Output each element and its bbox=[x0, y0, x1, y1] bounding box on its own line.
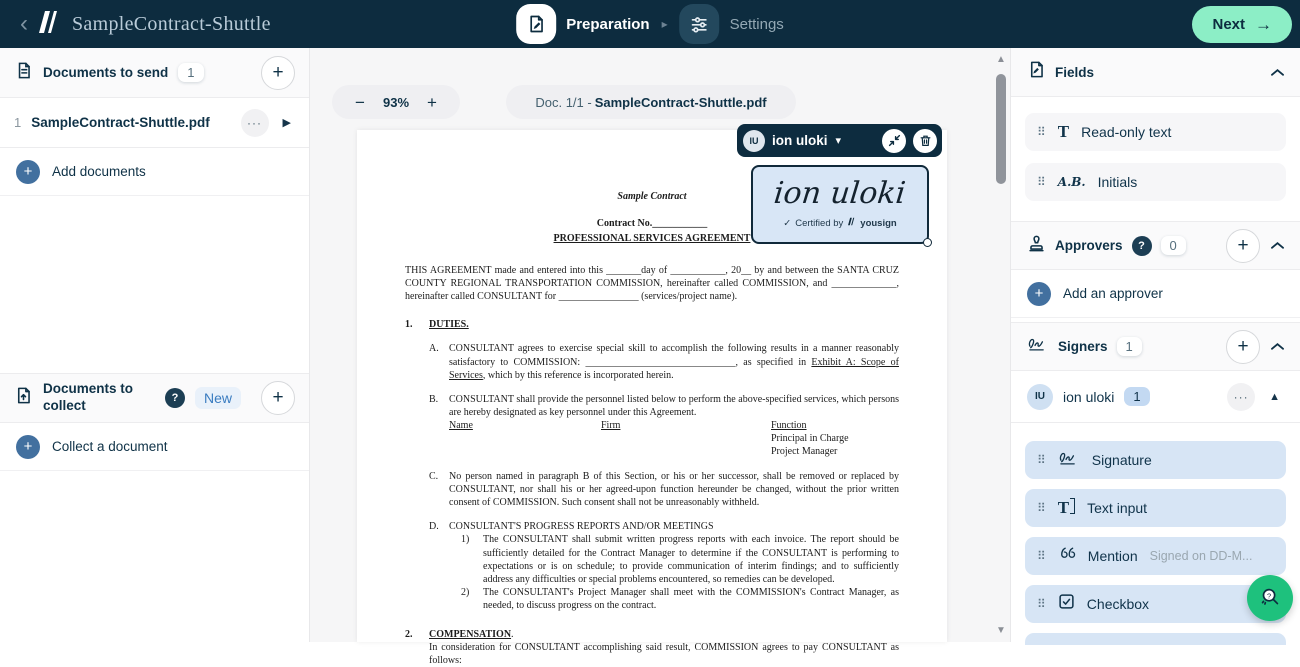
scroll-up-icon[interactable]: ▲ bbox=[995, 54, 1007, 65]
clause-1d2-label: 2) bbox=[461, 586, 476, 612]
workflow-steps bbox=[516, 0, 784, 48]
clause-1d-label: D. bbox=[429, 520, 442, 612]
field-type-label: Signature bbox=[1092, 452, 1152, 468]
signer-row[interactable] bbox=[1011, 371, 1300, 423]
field-label: Read-only text bbox=[1081, 124, 1171, 140]
chevron-up-icon[interactable] bbox=[1271, 342, 1284, 351]
collect-a-document-label: Collect a document bbox=[52, 439, 168, 454]
pdf-viewer bbox=[310, 48, 1010, 642]
initials-icon: A.B. bbox=[1058, 175, 1086, 189]
fields-icon bbox=[1027, 60, 1046, 84]
clause-1a-text-2: , which by this reference is incorporated herein. bbox=[483, 370, 674, 381]
clause-1d-title: CONSULTANT'S PROGRESS REPORTS AND/OR MEETINGS bbox=[449, 520, 899, 533]
check-icon: ✓ bbox=[783, 218, 791, 229]
plus-circle-icon: + bbox=[16, 435, 40, 459]
signer-options-button[interactable]: ··· bbox=[1227, 383, 1255, 411]
signature-script-icon bbox=[1027, 336, 1049, 357]
signer-avatar: IU bbox=[1027, 384, 1053, 410]
field-type-partial-row[interactable] bbox=[1025, 633, 1286, 645]
field-type-text-input[interactable] bbox=[1025, 489, 1286, 527]
field-initials[interactable] bbox=[1025, 163, 1286, 201]
field-readonly-text[interactable] bbox=[1025, 113, 1286, 151]
contract-intro: THIS AGREEMENT made and entered into this _______day of ___________, 20__ by and between the SANTA CRUZ COUNTY REGIONAL TRANSPORTATION COMMISSION, hereinafter called COMMISSION, and _____________, hereinafter called CONSULTANT for ________________ (services/project name). bbox=[405, 264, 899, 304]
clause-1d bbox=[429, 520, 899, 612]
clause-1b bbox=[429, 393, 899, 459]
role-principal: Principal in Charge bbox=[771, 432, 899, 445]
documents-to-collect-header bbox=[0, 373, 309, 423]
clause-1b-text: CONSULTANT shall provide the personnel listed below to perform the above-specified services, which persons are hereby designated as key personnel under this Agreement. bbox=[449, 394, 899, 418]
approvers-title: Approvers bbox=[1055, 238, 1123, 253]
section-1-number: 1. bbox=[405, 318, 419, 612]
step-settings-label: Settings bbox=[730, 16, 784, 33]
readonly-text-icon: T bbox=[1058, 122, 1069, 142]
add-documents-row[interactable] bbox=[0, 148, 309, 196]
field-type-signature[interactable] bbox=[1025, 441, 1286, 479]
resize-handle[interactable] bbox=[923, 238, 932, 247]
vertical-scrollbar bbox=[994, 48, 1008, 642]
documents-to-send-count: 1 bbox=[178, 63, 203, 82]
signer-row-name: ion uloki bbox=[1063, 389, 1114, 405]
clause-1a bbox=[429, 342, 899, 382]
chevron-up-icon[interactable] bbox=[1271, 241, 1284, 250]
add-signer-button[interactable]: + bbox=[1226, 330, 1260, 364]
resize-field-button[interactable] bbox=[882, 129, 906, 153]
clause-1c-text: No person named in paragraph B of this Section, or his or her successor, shall be removed or replaced by CONSULTANT, nor shall his or her agreed-upon function hereunder be changed, without the prior written consent of COMMISSION. Such consent shall not be unreasonably withheld. bbox=[449, 470, 899, 510]
col-function: Function bbox=[771, 419, 807, 432]
step-settings[interactable] bbox=[680, 4, 784, 44]
clause-1a-label: A. bbox=[429, 342, 442, 382]
next-button[interactable] bbox=[1192, 6, 1292, 43]
document-row[interactable] bbox=[0, 98, 309, 148]
zoom-out-button[interactable]: − bbox=[355, 94, 365, 111]
new-badge: New bbox=[195, 387, 241, 409]
clause-1d1-label: 1) bbox=[461, 533, 476, 586]
document-upload-icon bbox=[14, 386, 33, 410]
certified-row bbox=[783, 216, 896, 230]
col-name: Name bbox=[449, 419, 473, 432]
document-navigator[interactable] bbox=[506, 85, 796, 119]
left-sidebar bbox=[0, 48, 310, 642]
text-input-icon: T bbox=[1058, 498, 1075, 518]
next-button-label: Next bbox=[1212, 16, 1245, 33]
approvers-help-icon[interactable]: ? bbox=[1132, 236, 1152, 256]
section-2-number: 2. bbox=[405, 628, 419, 667]
add-collect-button[interactable]: + bbox=[261, 381, 295, 415]
clause-1c bbox=[429, 470, 899, 510]
add-documents-label: Add documents bbox=[52, 164, 146, 179]
spacer bbox=[0, 196, 309, 373]
documents-to-send-header bbox=[0, 48, 309, 98]
approvers-section-header[interactable] bbox=[1011, 221, 1300, 270]
documents-to-send-title: Documents to send bbox=[43, 65, 168, 80]
clause-1c-label: C. bbox=[429, 470, 442, 510]
field-type-mention[interactable] bbox=[1025, 537, 1286, 575]
step-separator-icon: ▸ bbox=[662, 17, 668, 31]
zoom-level: 93% bbox=[383, 95, 409, 110]
brand bbox=[36, 9, 271, 40]
plus-circle-icon: + bbox=[1027, 282, 1051, 306]
plus-circle-icon: + bbox=[16, 160, 40, 184]
add-an-approver-label: Add an approver bbox=[1063, 286, 1163, 301]
signature-field[interactable] bbox=[751, 165, 929, 244]
arrow-right-icon: → bbox=[1255, 15, 1272, 35]
signers-section-header[interactable] bbox=[1011, 322, 1300, 371]
delete-field-button[interactable] bbox=[913, 129, 937, 153]
scroll-down-icon[interactable]: ▼ bbox=[995, 625, 1007, 636]
field-type-label: Text input bbox=[1087, 500, 1147, 516]
help-icon[interactable]: ? bbox=[165, 388, 185, 408]
scrollbar-thumb[interactable] bbox=[996, 74, 1006, 184]
document-options-button[interactable]: ··· bbox=[241, 109, 269, 137]
fields-section-header[interactable] bbox=[1011, 48, 1300, 97]
certified-label: Certified by bbox=[795, 218, 843, 229]
drag-handle-icon[interactable]: ⠿ bbox=[1037, 125, 1046, 139]
section-2-text: In consideration for CONSULTANT accomplishing said result, COMMISSION agrees to pay CONSULTANT as follows: bbox=[429, 642, 899, 666]
svg-text:?: ? bbox=[1267, 591, 1271, 600]
section-2-title: COMPENSATION bbox=[429, 629, 511, 640]
signature-field-toolbar bbox=[737, 124, 942, 157]
clause-1d1-text: The CONSULTANT shall submit written progress reports with each invoice. The report should be sufficiently detailed for the Contract Manager to determine if the CONSULTANT is performing to expectations or is on schedule; to provide communication of interim findings; and to sufficiently address any difficulties or special problems encountered, so remedies can be developed. bbox=[483, 533, 899, 586]
role-project-manager: Project Manager bbox=[771, 445, 899, 458]
approvers-count: 0 bbox=[1161, 236, 1186, 255]
preparation-document-icon bbox=[516, 4, 556, 44]
doc-nav-filename: SampleContract-Shuttle.pdf bbox=[595, 95, 767, 110]
signer-field-count: 1 bbox=[1124, 387, 1149, 406]
collapse-icon[interactable]: ▲ bbox=[1265, 389, 1284, 405]
zoom-in-button[interactable]: + bbox=[427, 94, 437, 111]
field-label: Initials bbox=[1098, 174, 1138, 190]
add-an-approver-row[interactable] bbox=[1011, 270, 1300, 318]
contract-heading: PROFESSIONAL SERVICES AGREEMENT bbox=[405, 232, 899, 245]
section-1-title: DUTIES. bbox=[429, 319, 469, 330]
yousign-mark-icon bbox=[847, 216, 856, 230]
documents-icon bbox=[14, 61, 33, 85]
settings-sliders-icon bbox=[680, 4, 720, 44]
back-button[interactable]: ‹ bbox=[14, 12, 34, 36]
document-name: SampleContract-Shuttle.pdf bbox=[31, 115, 230, 130]
mention-suffix: Signed on DD-M... bbox=[1150, 549, 1253, 563]
right-sidebar bbox=[1010, 48, 1300, 642]
clause-1d2-text: The CONSULTANT's Project Manager shall meet with the COMMISSION's Contract Manager, as needed, to discuss progress on the contract. bbox=[483, 586, 899, 612]
signers-count: 1 bbox=[1117, 337, 1142, 356]
field-type-label: Checkbox bbox=[1087, 596, 1149, 612]
contract-title: Sample Contract bbox=[405, 190, 899, 203]
add-approver-button[interactable]: + bbox=[1226, 229, 1260, 263]
clause-1a-text: CONSULTANT agrees to exercise special skill to accomplish the following results in a manner reasonably satisfactory to COMMISSION: ______________________________, as specified in bbox=[449, 343, 899, 367]
help-search-fab[interactable] bbox=[1247, 575, 1293, 621]
drag-handle-icon[interactable]: ⠿ bbox=[1037, 501, 1046, 515]
drag-handle-icon[interactable]: ⠿ bbox=[1037, 597, 1046, 611]
chevron-up-icon[interactable] bbox=[1271, 68, 1284, 77]
zoom-controls bbox=[332, 85, 460, 119]
drag-handle-icon[interactable]: ⠿ bbox=[1037, 175, 1046, 189]
clause-1d-1 bbox=[461, 533, 899, 586]
step-preparation-label: Preparation bbox=[566, 16, 649, 33]
step-preparation[interactable] bbox=[516, 4, 649, 44]
signers-title: Signers bbox=[1058, 339, 1108, 354]
signature-script-icon bbox=[1058, 450, 1080, 471]
col-firm: Firm bbox=[601, 419, 620, 432]
document-title: SampleContract-Shuttle bbox=[72, 13, 271, 36]
documents-to-collect-title: Documents to collect bbox=[43, 381, 155, 415]
document-index: 1 bbox=[14, 115, 21, 130]
personnel-table-header bbox=[449, 419, 899, 432]
clause-1b-label: B. bbox=[429, 393, 442, 459]
signature-preview: ion uloki bbox=[773, 179, 907, 209]
stamp-icon bbox=[1027, 234, 1046, 258]
topbar bbox=[0, 0, 1300, 48]
clause-1d-2 bbox=[461, 586, 899, 612]
signer-avatar: IU bbox=[743, 130, 765, 152]
contract-number-line: Contract No.___________ bbox=[405, 217, 899, 230]
field-type-label: Mention bbox=[1088, 548, 1138, 564]
add-document-button[interactable]: + bbox=[261, 56, 295, 90]
quote-icon bbox=[1058, 546, 1076, 566]
section-2: 2. COMPENSATION. In consideration for CONSULTANT accomplishing said result, COMMISSION agrees to pay CONSULTANT as follows: bbox=[405, 628, 899, 667]
drag-handle-icon[interactable]: ⠿ bbox=[1037, 453, 1046, 467]
signer-name: ion uloki bbox=[772, 133, 828, 148]
clause-1a-exhibit: Exhibit A: Scope of Services bbox=[449, 357, 899, 381]
document-expand-icon[interactable]: ▶ bbox=[279, 114, 295, 131]
collect-a-document-row[interactable] bbox=[0, 423, 309, 471]
section-1 bbox=[405, 318, 899, 612]
doc-nav-prefix: Doc. 1/1 - bbox=[535, 95, 591, 110]
fields-title: Fields bbox=[1055, 65, 1094, 80]
checkbox-icon bbox=[1058, 593, 1075, 615]
certified-brand: yousign bbox=[860, 218, 896, 229]
drag-handle-icon[interactable]: ⠿ bbox=[1037, 549, 1046, 563]
yousign-logo-icon bbox=[36, 9, 62, 40]
chevron-down-icon[interactable]: ▾ bbox=[836, 134, 842, 147]
